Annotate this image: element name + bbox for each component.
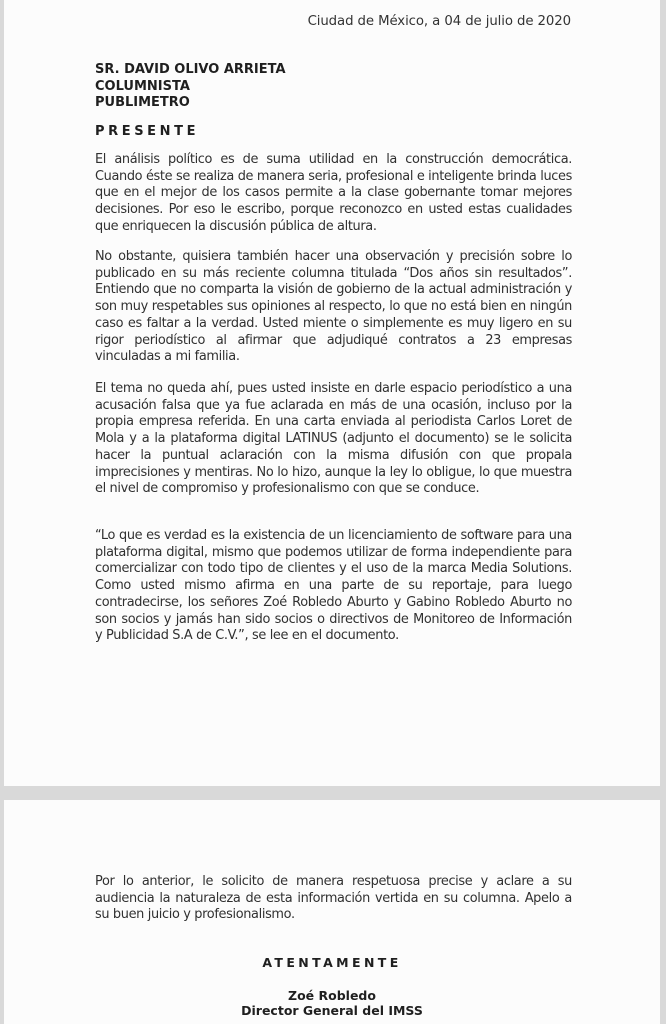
letter-page-2 bbox=[4, 800, 660, 1024]
addressee-name: SR. DAVID OLIVO ARRIETA bbox=[95, 62, 286, 77]
addressee-block bbox=[95, 62, 286, 112]
salutation: PRESENTE bbox=[95, 124, 200, 139]
letter-page-1 bbox=[4, 0, 660, 786]
body-paragraph-5: Por lo anterior, le solicito de manera respetuosa precise y aclare a su audiencia la naturaleza de esta información vertida en su columna. Apelo a su buen juicio y profesionalismo. bbox=[95, 874, 572, 923]
closing-line: ATENTAMENTE bbox=[262, 955, 402, 970]
body-paragraph-1: El análisis político es de suma utilidad en la construcción democrática. Cuando éste se realiza de manera seria, profesional e inteligente brinda luces que en el mejor de los casos permite a la clase gobernante tomar mejores decisiones. Por eso le escribo, porque reconozco en usted estas cualidades que enriquecen la discusión pública de altura. bbox=[95, 152, 572, 234]
signatory-title: Director General del IMSS bbox=[241, 1003, 423, 1018]
body-paragraph-2: No obstante, quisiera también hacer una observación y precisión sobre lo publicado en su más reciente columna titulada “Dos años sin resultados”. Entiendo que no comparta la visión de gobierno de la actual administración y son muy respetables sus opiniones al respecto, lo que no está bien en ningún caso es faltar a la verdad. Usted miente o simplemente es muy ligero en su rigor periodístico al afirmar que adjudiqué contratos a 23 empresas vinculadas a mi familia. bbox=[95, 249, 572, 365]
date-line: Ciudad de México, a 04 de julio de 2020 bbox=[307, 14, 571, 29]
body-paragraph-3: El tema no queda ahí, pues usted insiste en darle espacio periodístico a una acusación falsa que ya fue aclarada en más de una ocasión, incluso por la propia empresa referida. En una carta enviada al periodista Carlos Loret de Mola y a la plataforma digital LATINUS (adjunto el documento) se le solicita hacer la puntual aclaración con la misma difusión con que propala imprecisiones y mentiras. No lo hizo, aunque la ley lo obligue, lo que muestra el nivel de compromiso y profesionalismo con que se conduce. bbox=[95, 381, 572, 497]
addressee-role: COLUMNISTA bbox=[95, 78, 190, 94]
addressee-outlet: PUBLIMETRO bbox=[95, 95, 190, 110]
body-paragraph-4: “Lo que es verdad es la existencia de un licenciamiento de software para una plataforma digital, mismo que podemos utilizar de forma independiente para comercializar con todo tipo de clientes y el uso de la marca Media Solutions. Como usted mismo afirma en una parte de su reportaje, para luego contradecirse, los señores Zoé Robledo Aburto y Gabino Robledo Aburto no son socios y jamás han sido socios o directivos de Monitoreo de Información y Publicidad S.A de C.V.”, se lee en el documento. bbox=[95, 528, 572, 644]
signatory-name: Zoé Robledo bbox=[288, 988, 376, 1003]
